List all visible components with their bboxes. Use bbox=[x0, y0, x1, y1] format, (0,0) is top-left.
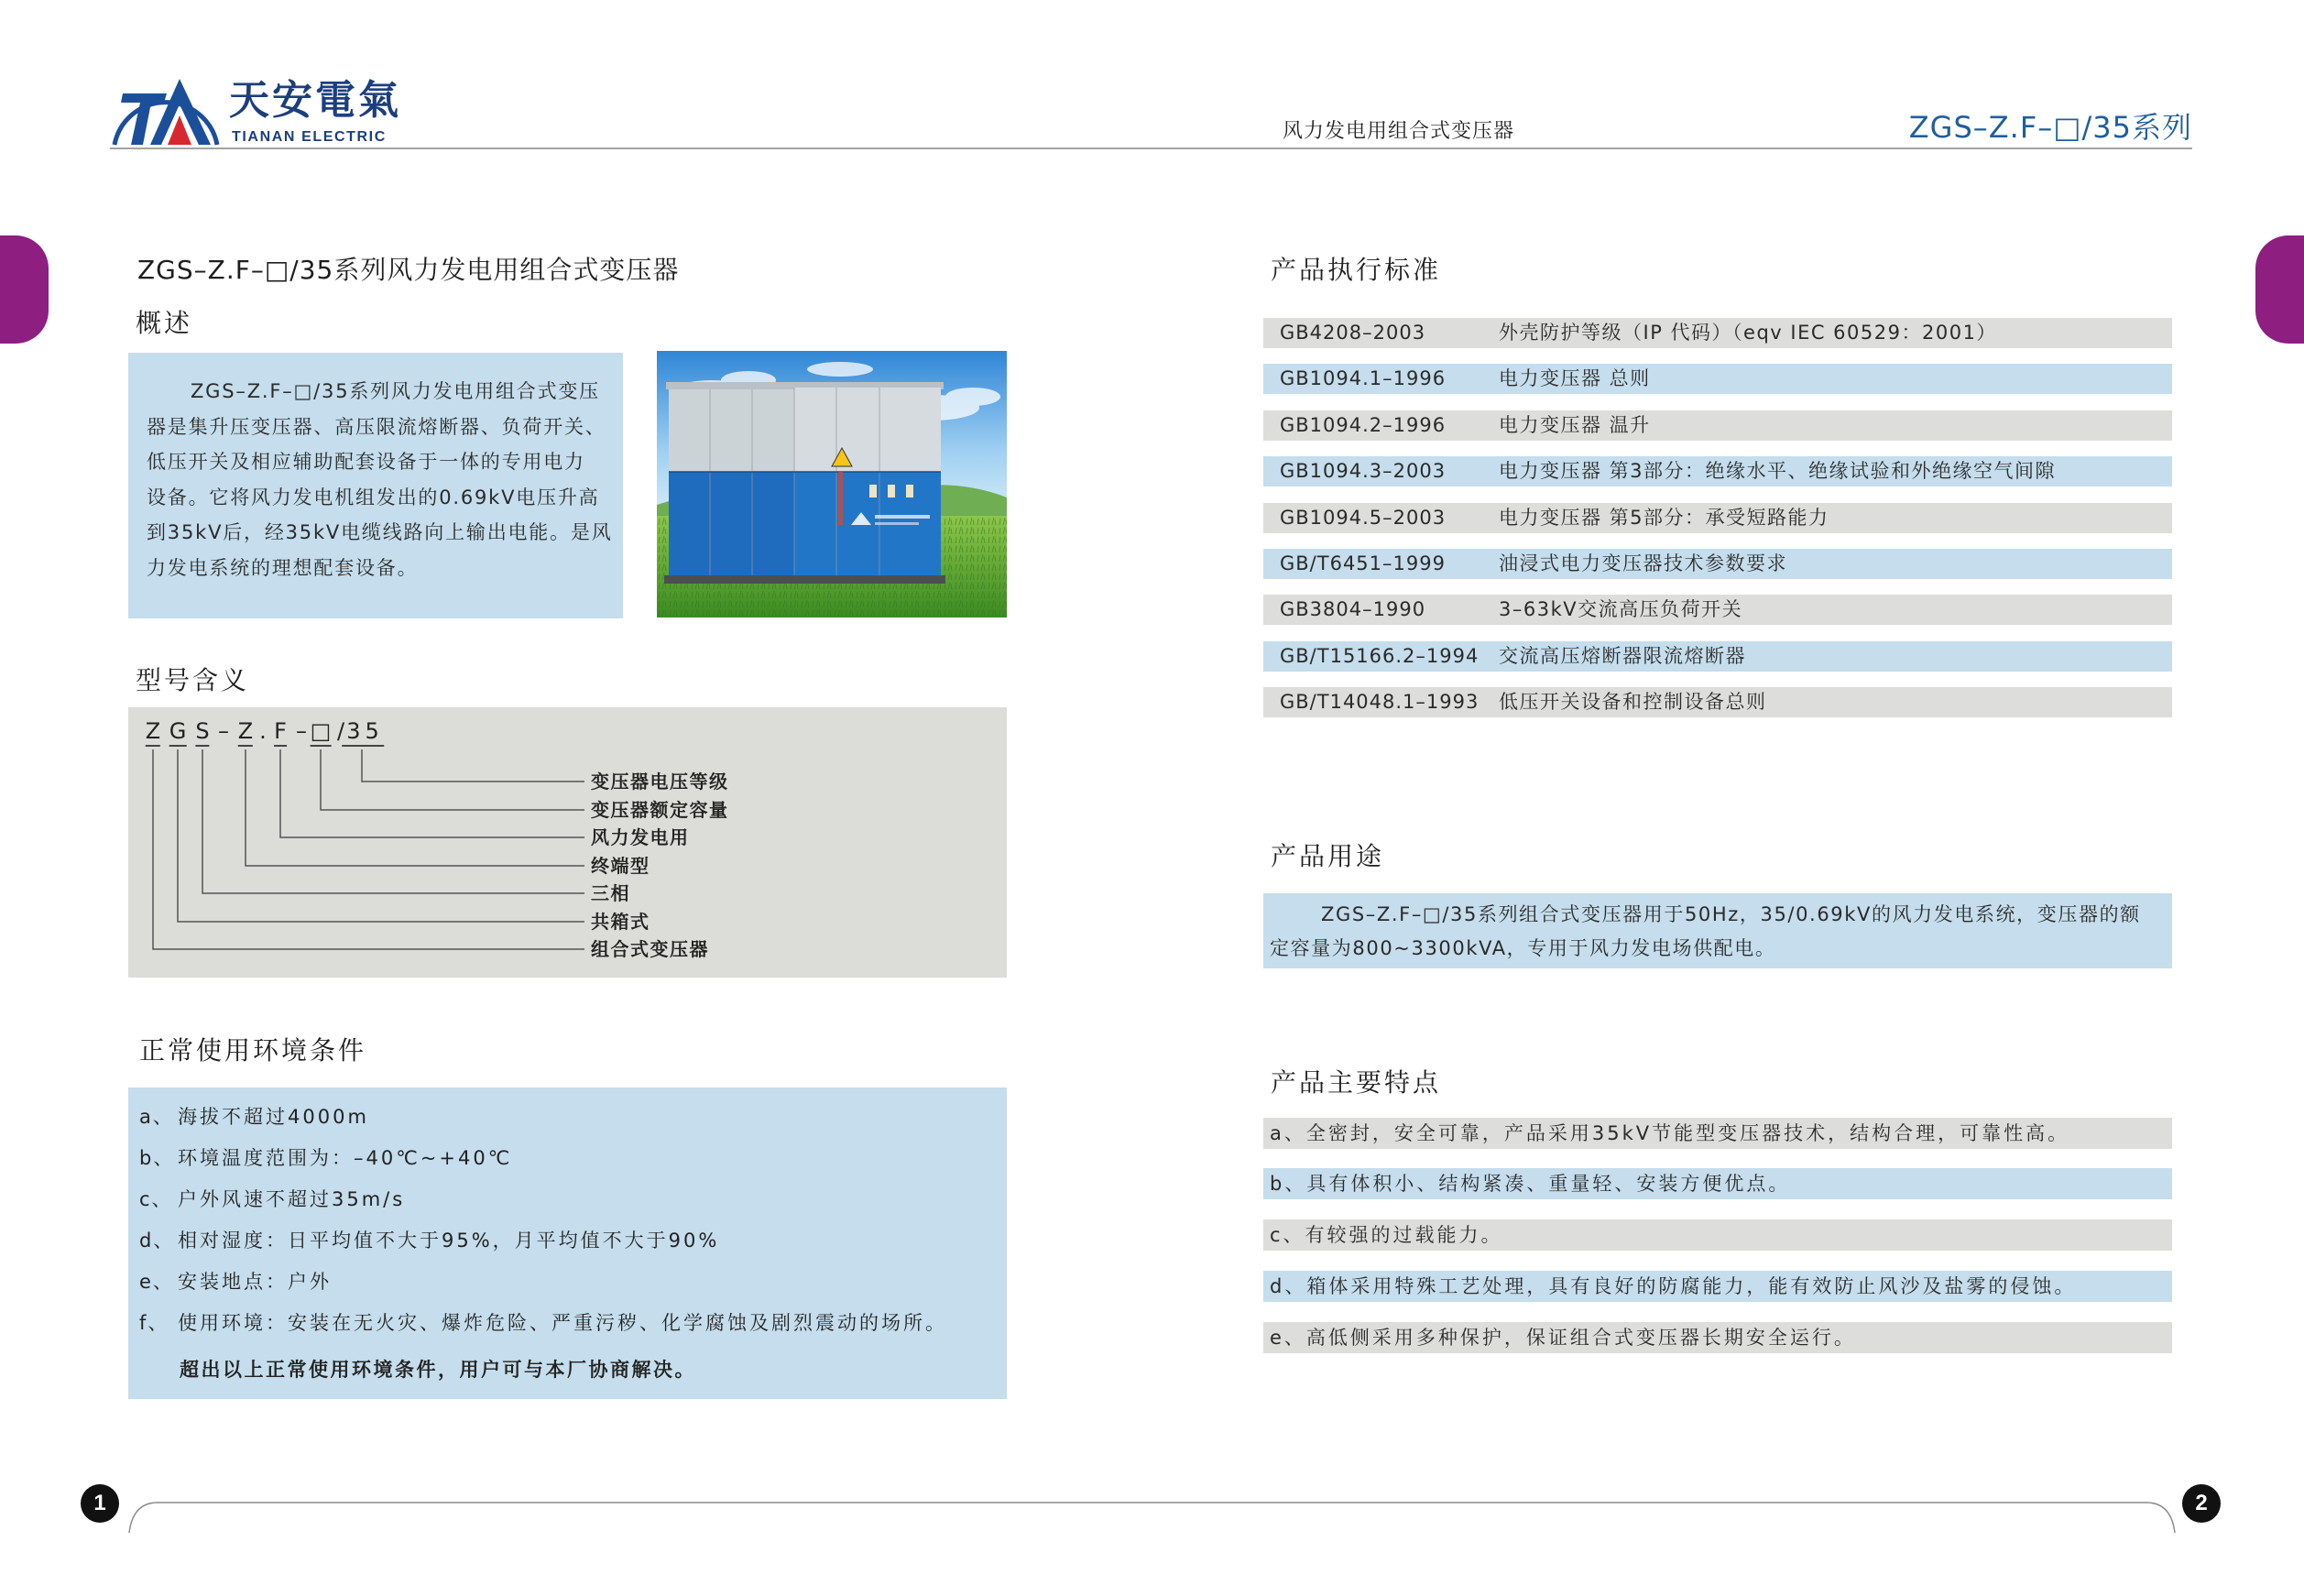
connector-line bbox=[321, 749, 584, 810]
standard-code: GB1094.3–2003 bbox=[1280, 460, 1447, 482]
overview-heading: 概述 bbox=[136, 308, 193, 338]
model-connector-diagram bbox=[128, 707, 1007, 978]
environment-item-text: 环境温度范围为：–40℃~+40℃ bbox=[178, 1147, 513, 1169]
environment-item bbox=[128, 1309, 1007, 1337]
company-logo-icon bbox=[110, 73, 222, 147]
environment-item bbox=[128, 1268, 1007, 1295]
logo-english-name: TIANAN ELECTRIC bbox=[232, 129, 387, 145]
transformer-unit bbox=[664, 382, 945, 584]
feature-text: a、全密封，安全可靠，产品采用35kV节能型变压器技术，结构合理，可靠性高。 bbox=[1270, 1122, 2070, 1144]
model-code-char: – bbox=[218, 718, 229, 744]
connector-line bbox=[280, 749, 584, 837]
product-photo bbox=[657, 351, 1007, 618]
connector-line bbox=[178, 749, 584, 922]
feature-text: b、具有体积小、结构紧凑、重量轻、安装方便优点。 bbox=[1270, 1173, 1791, 1195]
standard-code: GB/T15166.2–1994 bbox=[1280, 645, 1480, 667]
connector-line bbox=[246, 749, 584, 866]
standard-code: GB1094.2–1996 bbox=[1280, 414, 1447, 436]
environment-item-mark: a、 bbox=[139, 1106, 174, 1128]
page-number-left: 1 bbox=[81, 1484, 119, 1523]
standard-row bbox=[1263, 595, 2172, 625]
standards-heading: 产品执行标准 bbox=[1271, 255, 1442, 285]
feature-text: c、有较强的过载能力。 bbox=[1270, 1224, 1503, 1246]
model-code-char: . bbox=[259, 718, 267, 744]
standard-row bbox=[1263, 641, 2172, 672]
standard-row bbox=[1263, 410, 2172, 441]
features-heading: 产品主要特点 bbox=[1271, 1067, 1442, 1098]
feature-text: d、箱体采用特殊工艺处理，具有良好的防腐能力，能有效防止风沙及盐雾的侵蚀。 bbox=[1270, 1275, 2077, 1297]
overview-line: 低压开关及相应辅助配套设备于一体的专用电力 bbox=[147, 451, 585, 473]
model-meaning-box bbox=[128, 707, 1007, 978]
environment-item-mark: f、 bbox=[139, 1312, 169, 1334]
standard-row bbox=[1263, 364, 2172, 394]
standard-row bbox=[1263, 549, 2172, 579]
overview-line: 力发电系统的理想配套设备。 bbox=[147, 556, 419, 579]
feature-row bbox=[1263, 1322, 2172, 1353]
header-divider bbox=[110, 148, 2192, 149]
model-code-char: – bbox=[296, 718, 307, 744]
left-edge-tab bbox=[0, 235, 49, 344]
model-meaning-heading: 型号含义 bbox=[136, 665, 250, 695]
model-code-char: F bbox=[274, 718, 287, 747]
usage-line: 定容量为800~3300kVA，专用于风力发电场供配电。 bbox=[1270, 937, 1776, 959]
overview-line: 到35kV后，经35kV电缆线路向上输出电能。是风 bbox=[147, 521, 613, 543]
model-label: 风力发电用 bbox=[591, 826, 690, 848]
model-code-char: 35 bbox=[342, 718, 384, 747]
model-label: 三相 bbox=[591, 882, 630, 904]
model-label: 变压器额定容量 bbox=[591, 799, 729, 821]
environment-item-text: 户外风速不超过35m/s bbox=[178, 1188, 406, 1210]
model-code-char: G bbox=[169, 718, 187, 747]
footer-rule bbox=[0, 1466, 2304, 1558]
overview-line: ZGS–Z.F–□/35系列风力发电用组合式变压 bbox=[191, 380, 600, 402]
environment-item-mark: c、 bbox=[139, 1188, 173, 1210]
usage-line: ZGS–Z.F–□/35系列组合式变压器用于50Hz，35/0.69kV的风力发电系统，变压器的额 bbox=[1321, 903, 2141, 925]
standard-code: GB/T14048.1–1993 bbox=[1280, 691, 1480, 713]
environment-item-mark: b、 bbox=[139, 1147, 175, 1169]
overview-line: 设备。它将风力发电机组发出的0.69kV电压升高 bbox=[147, 486, 600, 508]
standard-code: GB1094.5–2003 bbox=[1280, 507, 1447, 529]
environment-item-mark: e、 bbox=[139, 1271, 174, 1293]
model-code-char: Z bbox=[146, 718, 160, 747]
header-series-title: ZGS–Z.F–□/35系列 bbox=[1908, 110, 2192, 145]
main-title: ZGS–Z.F–□/35系列风力发电用组合式变压器 bbox=[137, 255, 680, 285]
standard-code: GB/T6451–1999 bbox=[1280, 552, 1446, 574]
standard-title: 电力变压器 第3部分：绝缘水平、绝缘试验和外绝缘空气间隙 bbox=[1499, 460, 2057, 482]
standard-code: GB3804–1990 bbox=[1280, 598, 1426, 620]
standard-title: 电力变压器 总则 bbox=[1499, 367, 1651, 389]
environment-item-text: 安装地点：户外 bbox=[178, 1271, 332, 1293]
connector-line bbox=[362, 749, 584, 782]
environment-item-text: 使用环境：安装在无火灾、爆炸危险、严重污秽、化学腐蚀及剧烈震动的场所。 bbox=[178, 1312, 947, 1334]
feature-row bbox=[1263, 1168, 2172, 1199]
environment-item-mark: d、 bbox=[139, 1230, 175, 1252]
standard-row bbox=[1263, 687, 2172, 717]
feature-text: e、高低侧采用多种保护，保证组合式变压器长期安全运行。 bbox=[1270, 1327, 1856, 1349]
page-number-right: 2 bbox=[2182, 1484, 2221, 1523]
model-label: 变压器电压等级 bbox=[591, 771, 729, 793]
environment-item-text: 海拔不超过4000m bbox=[178, 1106, 369, 1128]
header-subtitle: 风力发电用组合式变压器 bbox=[1283, 120, 1515, 143]
usage-box bbox=[1263, 893, 2172, 968]
model-code-char: S bbox=[195, 718, 209, 747]
standard-title: 油浸式电力变压器技术参数要求 bbox=[1499, 552, 1787, 574]
overview-box bbox=[128, 353, 623, 618]
standard-row bbox=[1263, 456, 2172, 486]
environment-note: 超出以上正常使用环境条件，用户可与本厂协商解决。 bbox=[180, 1359, 696, 1381]
model-label: 组合式变压器 bbox=[591, 938, 709, 960]
standard-code: GB4208–2003 bbox=[1280, 322, 1426, 344]
standard-row bbox=[1263, 503, 2172, 533]
feature-row bbox=[1263, 1118, 2172, 1149]
standard-title: 外壳防护等级（IP 代码）（eqv IEC 60529：2001） bbox=[1499, 322, 1997, 344]
right-edge-tab bbox=[2255, 235, 2304, 344]
model-label: 共箱式 bbox=[591, 911, 650, 933]
footer-line bbox=[129, 1503, 2175, 1533]
model-code-char: □ bbox=[311, 718, 332, 747]
environment-item-text: 相对湿度：日平均值不大于95%，月平均值不大于90% bbox=[178, 1230, 720, 1252]
model-code-char: Z bbox=[238, 718, 253, 747]
connector-line bbox=[153, 749, 584, 949]
environment-box bbox=[128, 1088, 1007, 1399]
logo-chinese-name: 天安電氣 bbox=[229, 77, 401, 124]
standard-row bbox=[1263, 318, 2172, 348]
model-code-char: / bbox=[336, 718, 345, 744]
model-label: 终端型 bbox=[591, 855, 650, 877]
usage-heading: 产品用途 bbox=[1271, 841, 1385, 871]
environment-item bbox=[128, 1103, 1007, 1131]
standard-title: 低压开关设备和控制设备总则 bbox=[1499, 691, 1767, 713]
feature-row bbox=[1263, 1219, 2172, 1251]
environment-item bbox=[128, 1227, 1007, 1254]
standard-title: 交流高压熔断器限流熔断器 bbox=[1499, 645, 1746, 667]
standard-code: GB1094.1–1996 bbox=[1280, 367, 1447, 389]
environment-heading: 正常使用环境条件 bbox=[139, 1035, 367, 1066]
standard-title: 电力变压器 第5部分：承受短路能力 bbox=[1499, 507, 1829, 529]
standard-title: 电力变压器 温升 bbox=[1499, 414, 1651, 436]
environment-item bbox=[128, 1186, 1007, 1213]
environment-item bbox=[128, 1144, 1007, 1172]
overview-line: 器是集升压变压器、高压限流熔断器、负荷开关、 bbox=[147, 415, 606, 438]
connector-line bbox=[202, 749, 584, 893]
standard-title: 3–63kV交流高压负荷开关 bbox=[1499, 598, 1743, 620]
feature-row bbox=[1263, 1271, 2172, 1302]
